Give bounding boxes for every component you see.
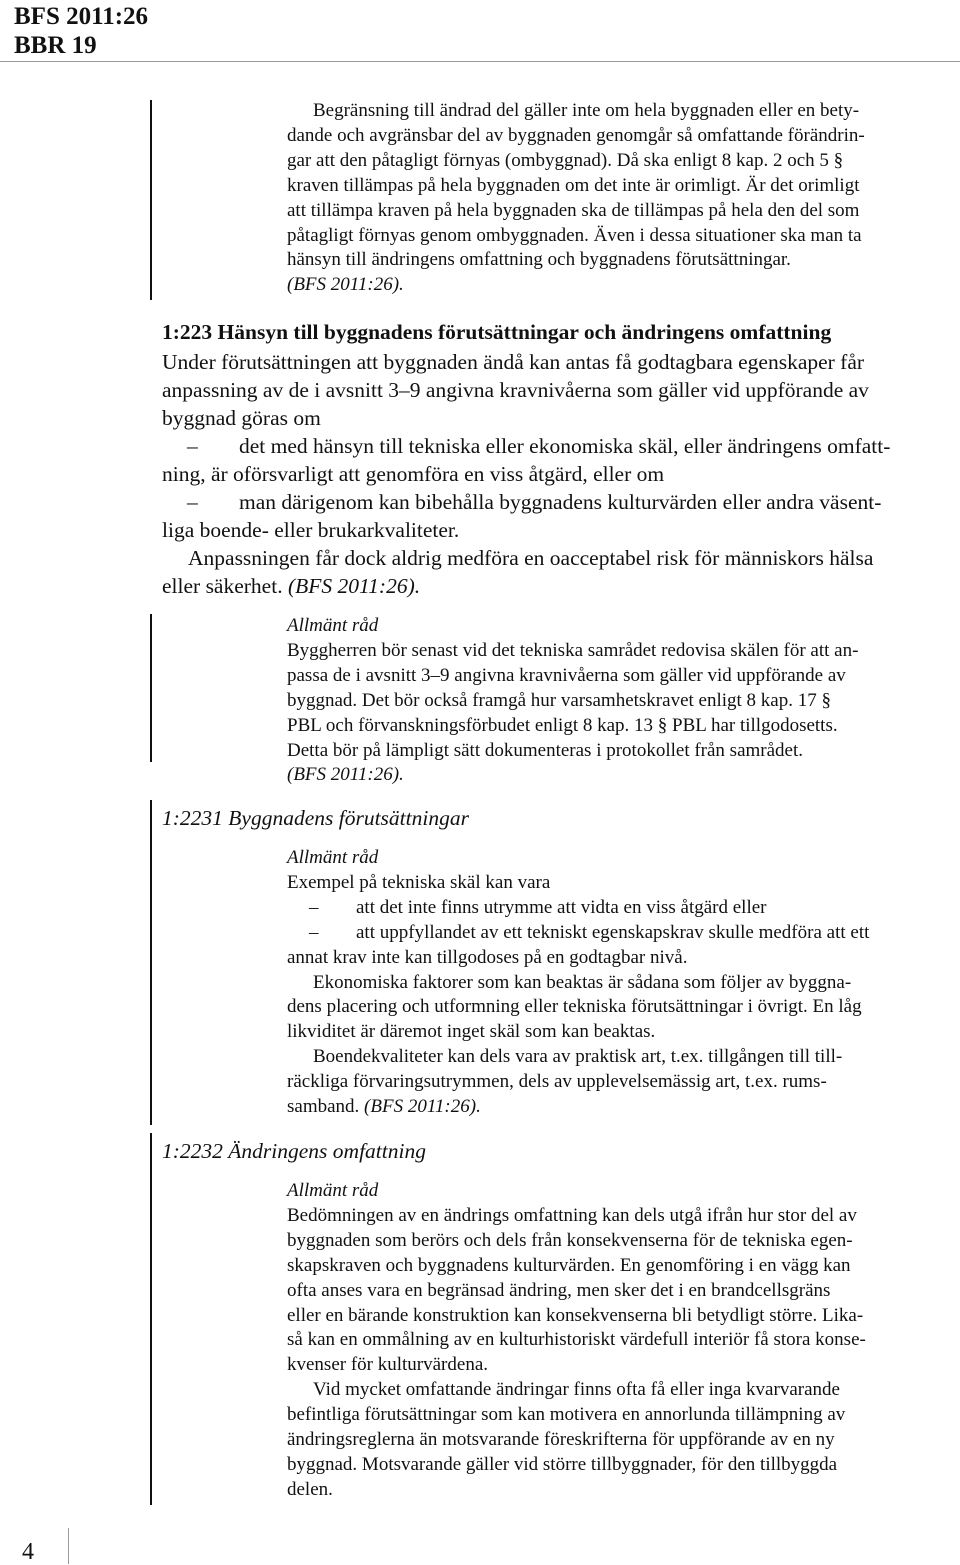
section-1223: [162, 318, 890, 600]
advice-label: Allmänt råd: [287, 615, 379, 636]
change-bar-12232: [150, 1133, 152, 1505]
text-line: byggnad. Motsvarande gäller vid större tillbyggnader, för den tillbyggda: [287, 1453, 838, 1475]
text-line: kraven tillämpas på hela byggnaden om det inte är orimligt. Är det orimligt: [287, 174, 860, 196]
dash-bullet: –: [309, 921, 319, 943]
text-line: byggnad göras om: [162, 406, 321, 430]
text-line: så kan en ommålning av en kulturhistoriskt värdefull interiör få stora konse-: [287, 1329, 866, 1351]
text-line: byggnaden som berörs och dels från konsekvenserna för de tekniska egen-: [287, 1229, 853, 1251]
change-bar-advice-1223: [150, 614, 152, 762]
text-line: eller en bärande konstruktion kan konsekvenserna bli betydligt större. Lika-: [287, 1304, 864, 1326]
reference: (BFS 2011:26).: [364, 1096, 481, 1118]
text-line: dens placering och utformning eller tekniska förutsättningar i övrigt. En låg: [287, 996, 862, 1018]
text-line: delen.: [287, 1478, 333, 1500]
text-line: Detta bör på lämpligt sätt dokumenteras i protokollet från samrådet.: [287, 739, 804, 761]
section-heading: 1:223 Hänsyn till byggnadens förutsättningar och ändringens omfattning: [162, 320, 832, 344]
text-line: befintliga förutsättningar som kan motivera en annorlunda tillämpning av: [287, 1404, 846, 1426]
text-line: gar att den påtagligt förnyas (ombyggnad). Då ska enligt 8 kap. 2 och 5 §: [287, 149, 844, 171]
list-item-text: att det inte finns utrymme att vidta en viss åtgärd eller: [356, 896, 767, 918]
reference: (BFS 2011:26).: [287, 764, 404, 786]
advice-label: Allmänt råd: [287, 847, 379, 868]
header-code: BFS 2011:26: [14, 3, 149, 30]
change-bar-12231: [150, 800, 152, 1125]
text-line: ändringsreglerna än motsvarande föreskrifterna för uppförande av en ny: [287, 1429, 835, 1451]
text-line: eller säkerhet.: [162, 574, 283, 598]
advice-1223: [287, 614, 858, 788]
text-line: Under förutsättningen att byggnaden ändå kan antas få godtagbara egenskaper får: [162, 350, 865, 374]
text-line: kvenser för kulturvärdena.: [287, 1354, 489, 1376]
text-line: hänsyn till ändringens omfattning och byggnadens förutsättningar.: [287, 249, 791, 271]
subsection-heading-12231: 1:2231 Byggnadens förutsättningar: [162, 806, 469, 830]
text-line: räckliga förvaringsutrymmen, dels av upplevelsemässig art, t.ex. rums-: [287, 1071, 827, 1093]
advice-12232: [287, 1179, 866, 1503]
text-line: ning, är oförsvarligt att genomföra en viss åtgärd, eller om: [162, 462, 665, 486]
page-number: 4: [22, 1539, 34, 1565]
text-line: likviditet är däremot inget skäl som kan beaktas.: [287, 1021, 656, 1043]
header-series: BBR 19: [14, 32, 97, 59]
text-line: skapskraven och byggnadens kulturvärden. En genomföring i en vägg kan: [287, 1254, 851, 1276]
text-line: ofta anses vara en begränsad ändring, men sker det i en brandcellsgräns: [287, 1279, 831, 1301]
text-line: Vid mycket omfattande ändringar finns ofta få eller inga kvarvarande: [313, 1379, 840, 1401]
text-line: PBL och förvanskningsförbudet enligt 8 kap. 13 § PBL har tillgodosetts.: [287, 714, 838, 736]
text-line: Boendekvaliteter kan dels vara av praktisk art, t.ex. tillgången till till-: [313, 1046, 843, 1068]
text-line: anpassning av de i avsnitt 3–9 angivna kravnivåerna som gäller vid uppförande av: [162, 378, 869, 402]
text-line: Ekonomiska faktorer som kan beaktas är sådana som följer av byggna-: [313, 971, 852, 993]
text-line: passa de i avsnitt 3–9 angivna kravnivåerna som gäller vid uppförande av: [287, 664, 846, 686]
text-line: Bedömningen av en ändrings omfattning kan dels utgå ifrån hur stor del av: [287, 1204, 857, 1226]
list-item: [287, 896, 869, 921]
advice-12231: [287, 846, 869, 1120]
text-line: påtagligt förnyas genom ombyggnaden. Även i dessa situationer ska man ta: [287, 224, 862, 246]
intro-block: [287, 99, 865, 298]
list-item: [162, 488, 890, 516]
text-line: Begränsning till ändrad del gäller inte om hela byggnaden eller en bety-: [313, 100, 860, 121]
text-line: Anpassningen får dock aldrig medföra en oacceptabel risk för människors hälsa: [188, 546, 874, 570]
reference: (BFS 2011:26).: [287, 274, 404, 296]
document-header: [14, 2, 148, 60]
text-line: att tillämpa kraven på hela byggnaden ska de tillämpas på hela den del som: [287, 199, 860, 221]
change-bar-intro: [150, 100, 152, 300]
dash-bullet: –: [187, 434, 198, 458]
text-line: Byggherren bör senast vid det tekniska samrådet redovisa skälen för att an-: [287, 639, 859, 661]
dash-bullet: –: [187, 490, 198, 514]
text-line: annat krav inte kan tillgodoses på en godtagbar nivå.: [287, 946, 688, 968]
dash-bullet: –: [309, 896, 319, 918]
list-item: [287, 921, 869, 946]
text-line: liga boende- eller brukarkvaliteter.: [162, 518, 460, 542]
text-line: samband.: [287, 1096, 360, 1118]
subsection-heading-12232: 1:2232 Ändringens omfattning: [162, 1139, 426, 1163]
text-line: Exempel på tekniska skäl kan vara: [287, 871, 551, 893]
list-item: [162, 432, 890, 460]
text-line: byggnad. Det bör också framgå hur varsamhetskravet enligt 8 kap. 17 §: [287, 689, 831, 711]
advice-label: Allmänt råd: [287, 1180, 379, 1201]
text-line: dande och avgränsbar del av byggnaden genomgår så omfattande förändrin-: [287, 124, 865, 146]
footer-rule: [68, 1528, 69, 1564]
header-rule: [0, 61, 960, 62]
reference: (BFS 2011:26).: [287, 574, 421, 598]
list-item-text: man därigenom kan bibehålla byggnadens kulturvärden eller andra väsent-: [239, 490, 882, 514]
list-item-text: det med hänsyn till tekniska eller ekonomiska skäl, eller ändringens omfatt-: [239, 434, 891, 458]
list-item-text: att uppfyllandet av ett tekniskt egenskapskrav skulle medföra att ett: [356, 921, 870, 943]
